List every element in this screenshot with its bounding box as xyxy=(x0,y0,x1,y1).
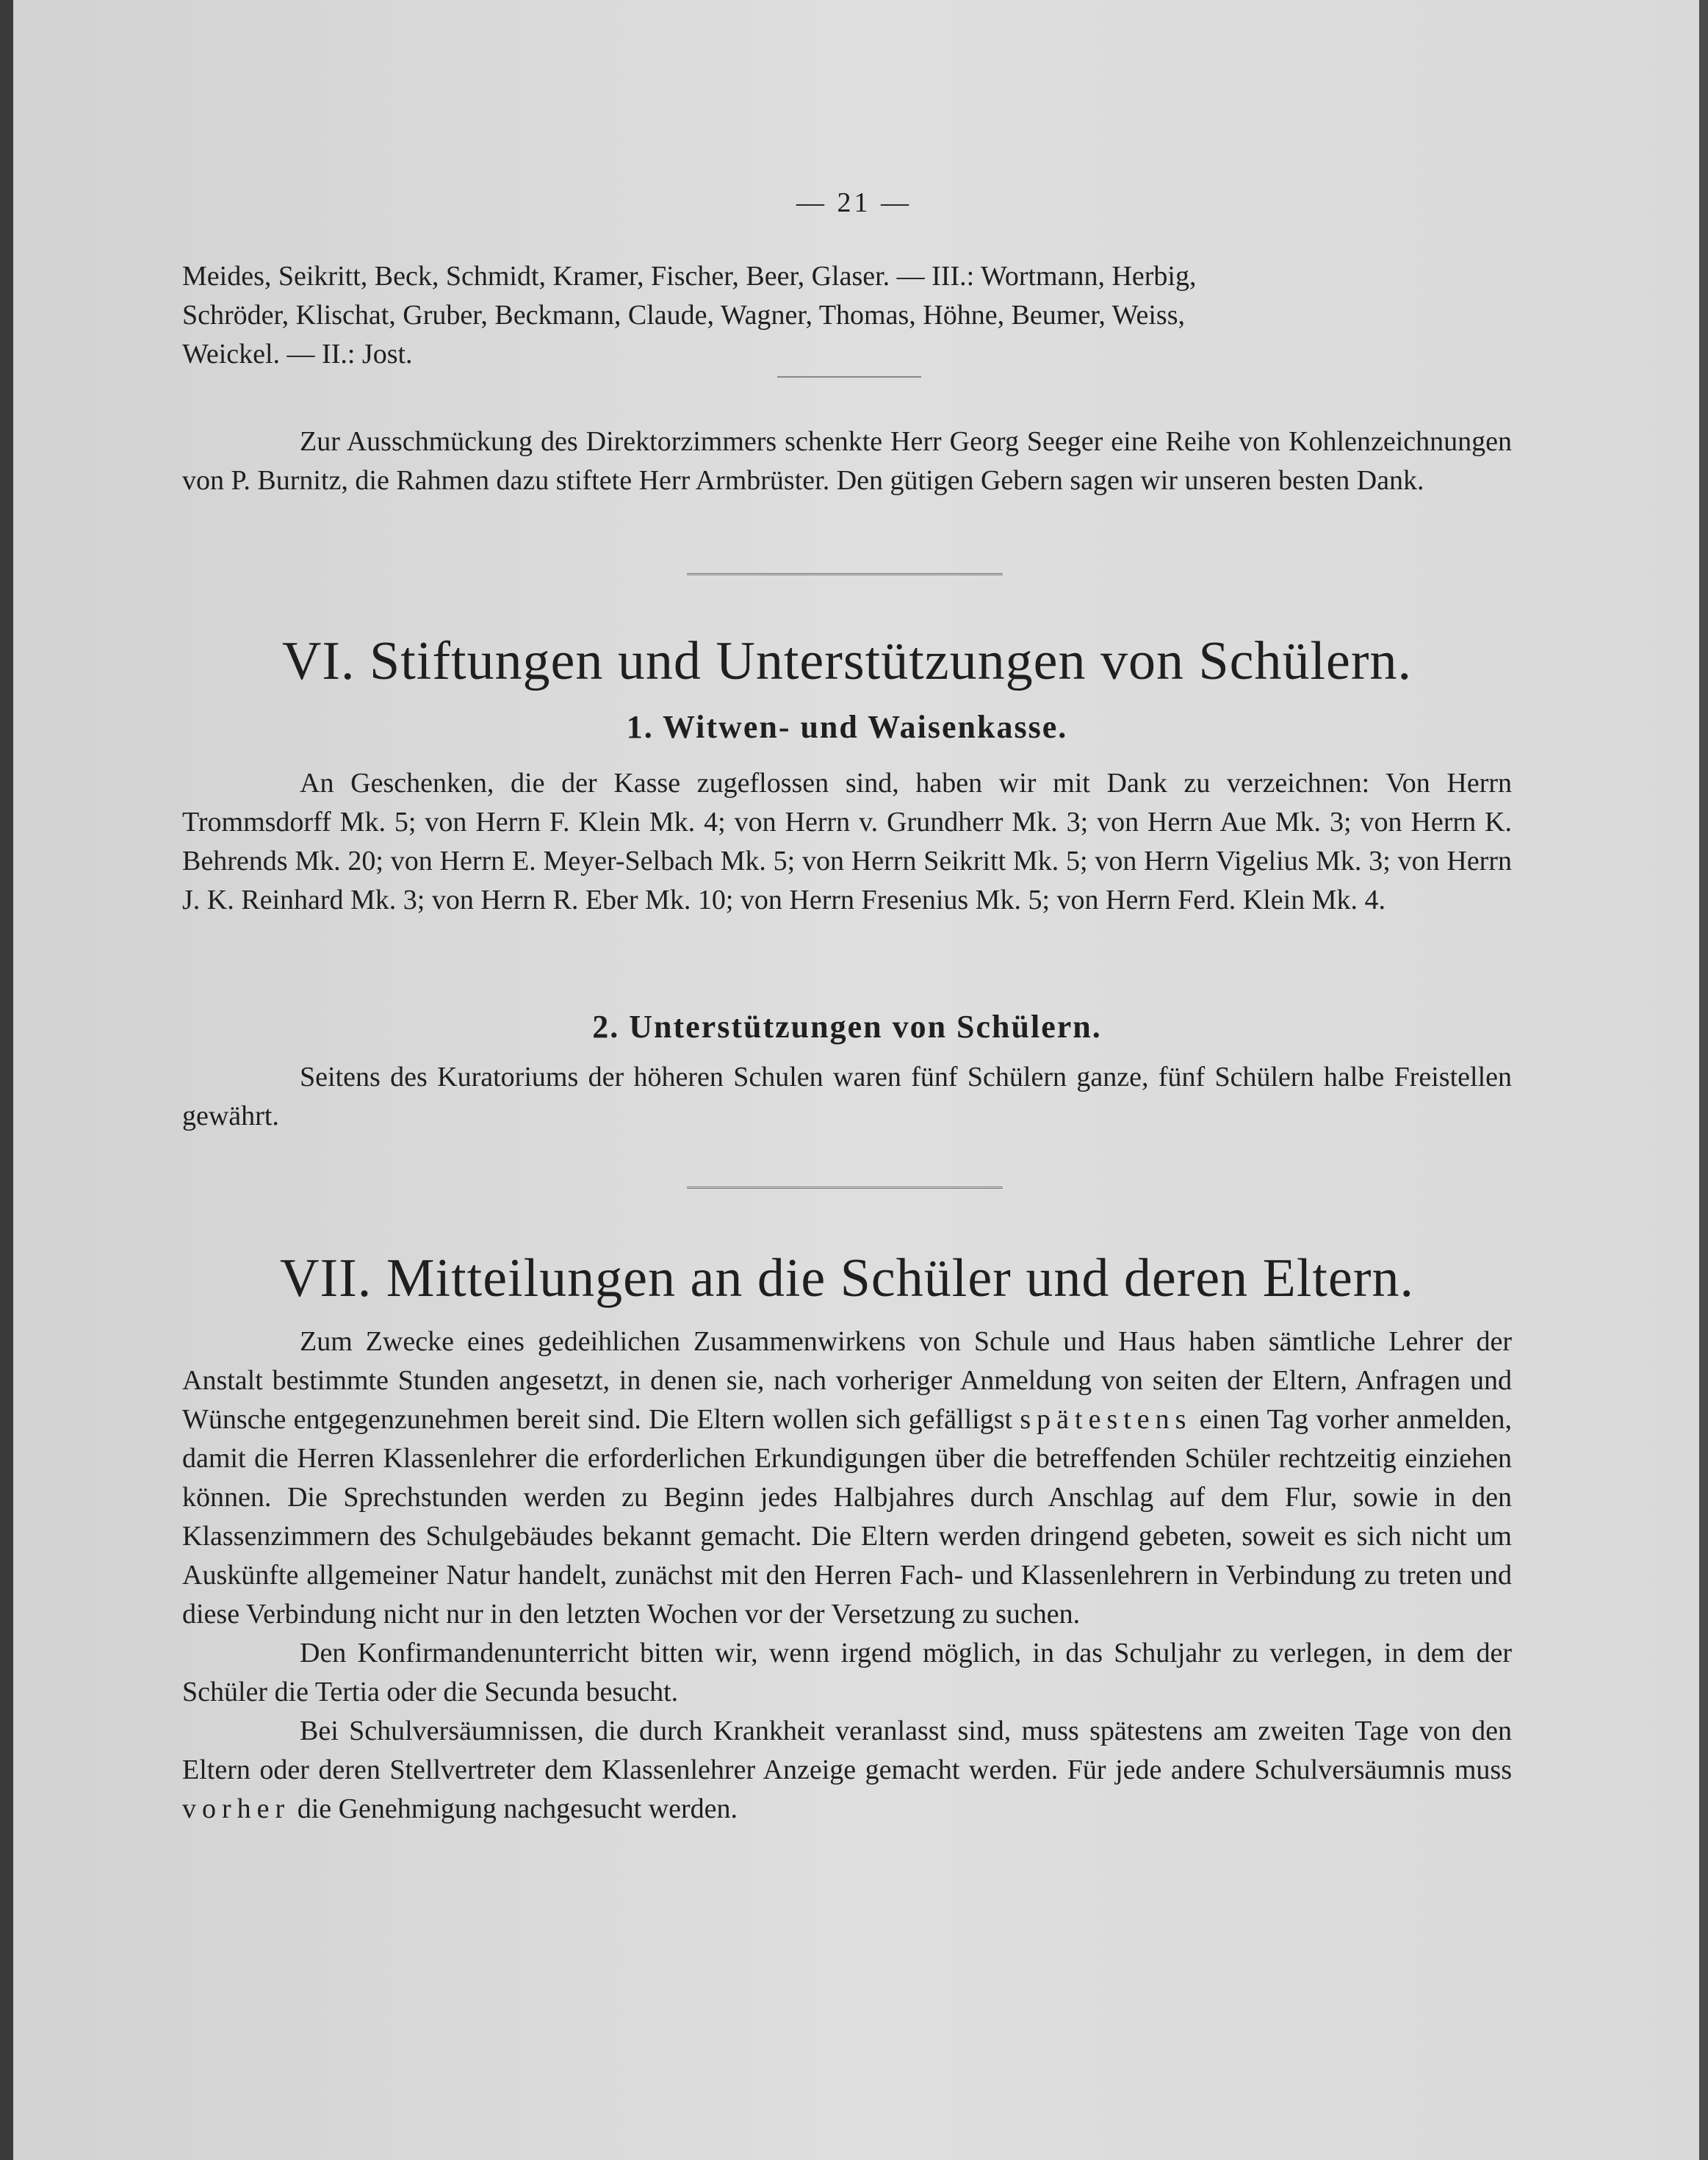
sub-1-text: An Geschenken, die der Kasse zugeflossen sind, haben wir mit Dank zu verzeichnen: Von Herrn Trommsdorff Mk. 5; von Herrn F. Klein Mk. 4; von Herrn v. Grundherr Mk. 3; von Herrn Aue Mk. 3; von Herrn K. Behrends Mk. 20; von Herrn E. Meyer-Selbach Mk. 5; von Herrn Seikritt Mk. 5; von Herrn Vigelius Mk. 3; von Herrn J. K. Reinhard Mk. 3; von Herrn R. Eber Mk. 10; von Herrn Fresenius Mk. 5; von Herrn Ferd. Klein Mk. 4. xyxy=(182,768,1512,915)
section-7-title: VII. Mitteilungen an die Schüler und deren Eltern. xyxy=(280,1248,1414,1308)
scan-edge-right xyxy=(1699,0,1708,2160)
section-7-body xyxy=(182,1322,1512,1829)
emphasis-vorher: vorher xyxy=(182,1793,291,1824)
section-6-sub-2 xyxy=(182,1005,1512,1049)
page-number: — 21 — xyxy=(796,187,912,218)
paragraph-3-part-b: die Genehmigung nachgesucht werden. xyxy=(297,1793,738,1824)
sub-2-title: 2. Unterstützungen von Schülern. xyxy=(592,1009,1102,1045)
continuation-list xyxy=(182,257,1512,374)
section-7 xyxy=(182,1245,1512,1311)
section-6-title: VI. Stiftungen und Unterstützungen von Schülern. xyxy=(281,631,1413,691)
paragraph-1-part-b: einen Tag vorher anmelden, damit die Herren Klassenlehrer die erforderlichen Erkundigungen über die betreffenden Schüler rechtzeitig einziehen können. Die Sprechstunden werden zu Beginn jedes Halbjahres durch Anschlag auf dem Flur, sowie in den Klassenzimmern des Schulgebäudes bekannt gemacht. Die Eltern werden dringend gebeten, soweit es sich nicht um Auskünfte allgemeiner Natur handelt, zunächst mit den Herren Fach- und Klassenlehrern in Verbindung zu treten und diese Verbindung nicht nur in den letzten Wochen vor der Versetzung zu suchen. xyxy=(182,1404,1513,1630)
section-6-sub-1 xyxy=(182,705,1512,749)
continuation-line-2: Schröder, Klischat, Gruber, Beckmann, Claude, Wagner, Thomas, Höhne, Beumer, Weiss, xyxy=(182,300,1185,331)
continuation-line-3: Weickel. — II.: Jost. xyxy=(182,339,413,370)
section-divider-1 xyxy=(687,573,1003,578)
paragraph-3-part-a: Bei Schulversäumnissen, die durch Krankheit veranlasst sind, muss spätestens am zweiten Tage von den Eltern oder deren Stellvertreter dem Klassenlehrer Anzeige gemacht werden. Für jede andere Schulversäumnis muss xyxy=(182,1716,1512,1785)
sub-1-body xyxy=(182,764,1512,920)
section-7-paragraph-3 xyxy=(182,1712,1512,1829)
paragraph-1-part-a: Zum Zwecke eines gedeihlichen Zusammenwirkens von Schule und Haus haben sämtliche Lehrer der Anstalt bestimmte Stunden angesetzt, in denen sie, nach vorheriger Anmeldung von seiten der Eltern, Anfragen und Wünsche entgegenzunehmen bereit sind. Die Eltern wollen sich gefälligst xyxy=(182,1326,1512,1435)
gift-paragraph-block xyxy=(182,422,1512,500)
emphasis-spaetestens: spätestens xyxy=(1020,1404,1192,1435)
sub-2-text: Seitens des Kuratoriums der höheren Schulen waren fünf Schülern ganze, fünf Schülern halbe Freistellen gewährt. xyxy=(182,1062,1512,1131)
continuation-line-1: Meides, Seikritt, Beck, Schmidt, Kramer, Fischer, Beer, Glaser. — III.: Wortmann, Herbig, xyxy=(182,261,1197,292)
section-6 xyxy=(182,628,1512,694)
section-7-paragraph-2: Den Konfirmandenunterricht bitten wir, wenn irgend möglich, in das Schuljahr zu verlegen, in dem der Schüler die Tertia oder die Secunda besucht. xyxy=(182,1638,1512,1707)
short-divider xyxy=(777,376,921,378)
sub-2-body xyxy=(182,1058,1512,1136)
scan-edge-left xyxy=(0,0,13,2160)
section-divider-2 xyxy=(687,1187,1003,1192)
section-7-paragraph-1 xyxy=(182,1322,1512,1634)
sub-1-title: 1. Witwen- und Waisenkasse. xyxy=(626,709,1068,745)
gift-paragraph: Zur Ausschmückung des Direktorzimmers schenkte Herr Georg Seeger eine Reihe von Kohlenzeichnungen von P. Burnitz, die Rahmen dazu stiftete Herr Armbrüster. Den gütigen Gebern sagen wir unseren besten Dank. xyxy=(182,426,1512,496)
